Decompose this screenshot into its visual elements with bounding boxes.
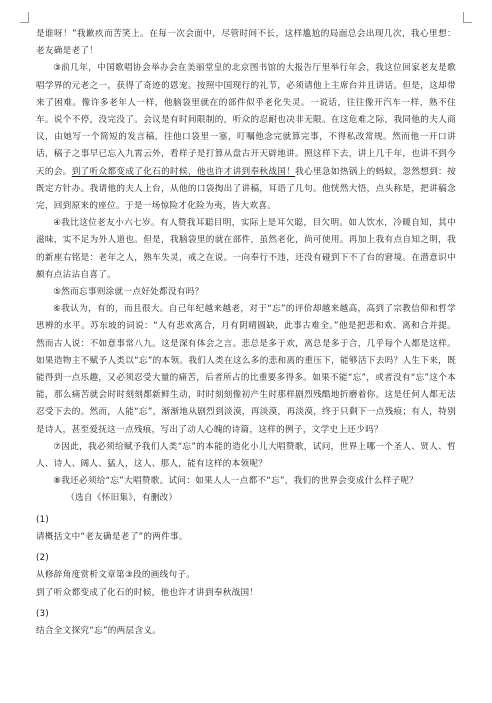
paragraph-7: ⑦因此，我必须给赋予我们人类“忘”的本能的造化小儿大唱赞歌，试问，世界上哪一个圣人、贤人、哲人、诗人、阔人、猛人，这人、那人，能有这样的本领呢？	[36, 441, 456, 470]
paragraph-3	[36, 60, 456, 215]
document-body	[36, 26, 456, 640]
question-2-text: 从修辞角度赏析文章第③段的画线句子。	[36, 570, 196, 581]
question-1-text: 请概括文中“老友确是老了”的两件事。	[36, 531, 188, 542]
question-2-label: (2)	[36, 553, 50, 564]
question-3-label: (3)	[36, 608, 50, 619]
question-1-label: (1)	[36, 514, 50, 525]
page-corner-mark-right	[463, 12, 472, 23]
underlined-sentence: 到了听众都变成了化石的时候，他也许才讲到奉秋战国！	[71, 166, 296, 177]
page-corner-mark-left	[20, 12, 29, 23]
paragraph-8: ⑧我还必须给“忘”大唱赞歌。试问：如果人人一点都不“忘”，我们的世界会变成什么样子呢？	[53, 476, 419, 487]
paragraph-5: ⑤然而忘事则涂就一点好处都没有吗？	[53, 287, 204, 298]
paragraph-3-after: 我心里急如热锅上的蚂蚁，忽然想到：按既定方针办。我请他的夫人上台，从他的口袋掏出了讲稿，耳语了几句。他恍然大悟，点头称是，把讲稿念完，回到原来的座位。于是一场惊险才化险为夷，皆大欢喜。	[36, 166, 456, 212]
source-note: （选自《怀旧集》，有删改）	[66, 493, 178, 504]
paragraph-intro: 是谁呀！”我歉疚而苦笑上。在每一次会面中，尽管时间不长，这样尴尬的局面总会出现几次，我心里想：老友确是老了！	[36, 29, 456, 57]
question-2-quoted-sentence: 到了听众都变成了化石的时候，他也许才讲到奉秋战国！	[36, 587, 259, 598]
paragraph-3-before: ③前几年，中国歌唱协会举办会在美丽堂皇的北京图书馆的大报告厅里举行年会，我这位回家老友是歌唱学界的元老之一，获得了奇迹的恩宠。按照中国现行的礼节，必须请他上主席台并且讲话。但是，这却带来了困难。像许多老年人一样，他脑袋里就在的部件似乎老化失灵。一说话，往往像开汽车一样，熟不住车。说个不停，没完没了。会议是有时间限制的，听众的忍耐也决非无限。在这危难之际，我同他的夫人商议，由她写一个简短的发言稿，往他口袋里一塞，叮嘱他念完就算完事，不得私改常规。然而他一开口讲话，稿子之事早已忘入九霄云外，看样子是打算从盘古开天辟地讲。照这样下去，讲上几千年，也讲不到今天的会。	[36, 63, 456, 177]
paragraph-4: ④我比这位老友小六七岁。有人赞我耳聪目明，实际上是耳欠聪，目欠明。如人饮水，冷暖自知，其中滋味，实不足为外人道也。但是，我脑袋里的就在部件，虽然老化，尚可使用。再加上我有点自知之明，我的新座右铭是：老年之人，熟车失灵，戒之在说。一向奉行不违，还没有碰到下不了台的窘境。在潜意识中颇有点沾沾自喜了。	[36, 218, 456, 280]
paragraph-6: ⑥我认为，有的，而且很大。自己年纪越来越老，对于“忘”的评价却越来越高，高到了宗教信仰和哲学思辨的水平。苏东坡的词说：“人有悲欢离合，月有阴晴圆缺，此事古难全。”他是把悲和欢、离和合并提。然而古人说：不如意事常八九。这是深有体会之言。悲总是多于欢，离总是多于合，几乎每个人都是这样。如果造物主不赋予人类以“忘”的本领。我们人类在这么多的悲和离的重压下，能够活下去吗？人生下来，既能得到一点乐趣，又必须忍受大量的痛苦，后者所占的比重要多得多。如果不能“忘”，或者没有“忘”这个本能，那么痛苦就会时时刻刻都新鲜生动，时时刻刻像初产生时那样剧烈残酷地折磨着你。这是任何人都无法忍受下去的。然而，人能“忘”，渐渐地从剧烈到淡漠，再淡漠，再淡漠，终于只剩下一点残痕；有人，特别是诗人，甚至爱抚这一点残痕，写出了动人心魄的诗篇，这样的例子，文学史上还少吗？	[36, 304, 456, 435]
question-3-text: 结合全文探究“忘”的两层含义。	[36, 625, 162, 636]
